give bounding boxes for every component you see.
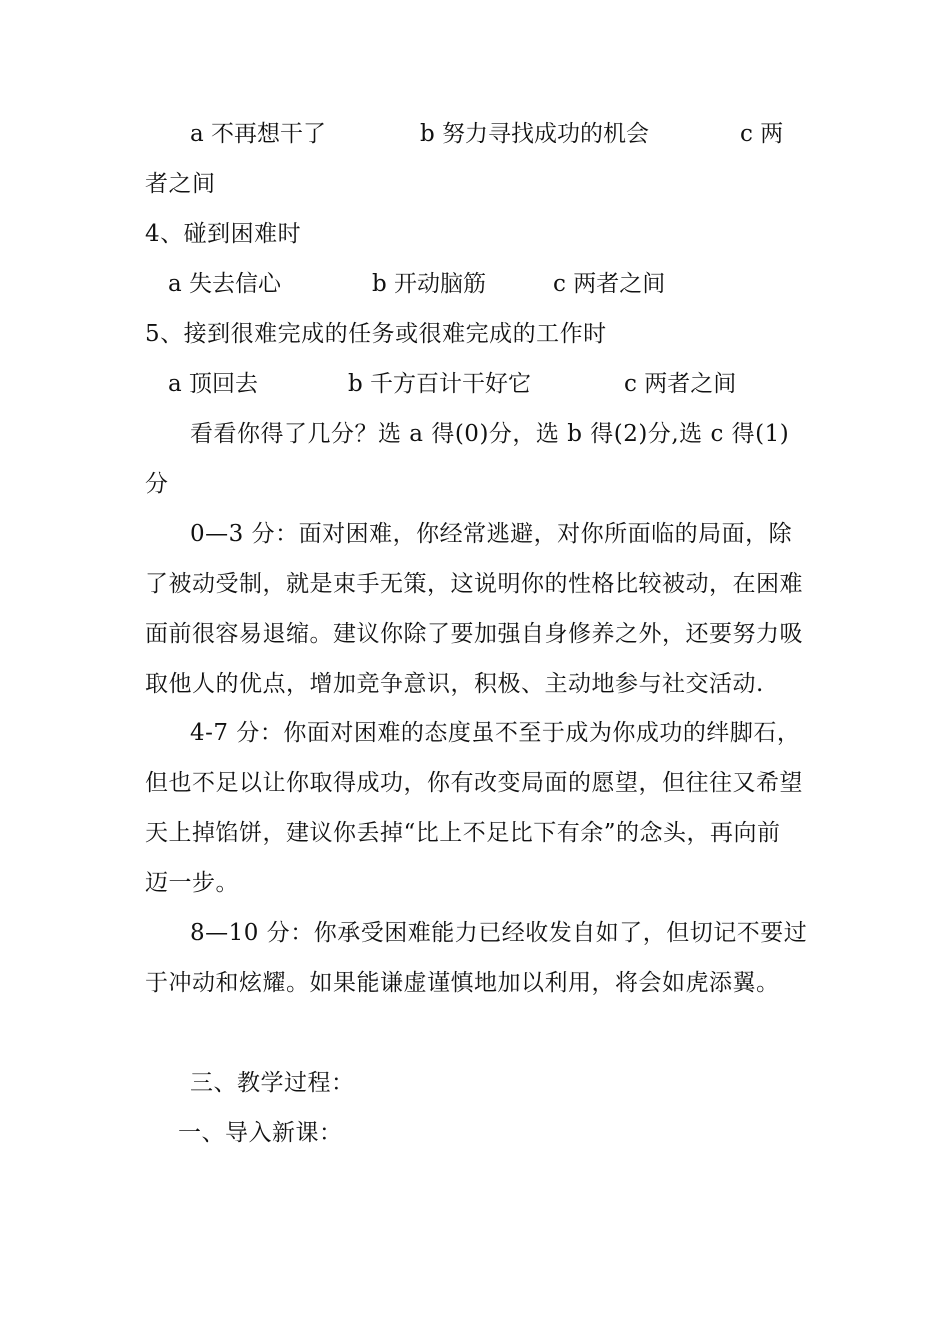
q3-option-c: c 两 — [740, 121, 784, 147]
result-0-3-line-3: 面前很容易退缩。建议你除了要加强自身修养之外，还要努力吸 — [145, 621, 803, 647]
section-heading-teaching-process: 三、教学过程： — [190, 1070, 355, 1096]
scoring-line-1: 看看你得了几分？选 a 得(0)分，选 b 得(2)分,选 c 得(1) — [190, 421, 790, 447]
q3-option-a: a 不再想干了 — [190, 121, 327, 147]
q4-title: 4、碰到困难时 — [145, 221, 302, 247]
q4-option-a: a 失去信心 — [168, 271, 282, 297]
scoring-line-2: 分 — [145, 471, 169, 497]
section-heading-intro: 一、导入新课： — [178, 1120, 343, 1146]
result-0-3-line-4: 取他人的优点，增加竞争意识，积极、主动地参与社交活动. — [145, 671, 764, 697]
result-4-7-line-2: 但也不足以让你取得成功，你有改变局面的愿望，但往往又希望 — [145, 770, 803, 796]
result-0-3-line-2: 了被动受制，就是束手无策，这说明你的性格比较被动，在困难 — [145, 571, 803, 597]
result-4-7-line-1: 4-7 分：你面对困难的态度虽不至于成为你成功的绊脚石， — [190, 720, 801, 746]
q5-title: 5、接到很难完成的任务或很难完成的工作时 — [145, 321, 607, 347]
result-8-10-line-1: 8—10 分：你承受困难能力已经收发自如了，但切记不要过 — [190, 920, 808, 946]
q5-option-b: b 千方百计干好它 — [348, 371, 532, 397]
result-4-7-line-4: 迈一步。 — [145, 870, 239, 896]
q3-option-b: b 努力寻找成功的机会 — [420, 121, 650, 147]
q5-option-a: a 顶回去 — [168, 371, 259, 397]
q4-option-b: b 开动脑筋 — [372, 271, 487, 297]
result-0-3-line-1: 0—3 分：面对困难，你经常逃避，对你所面临的局面，除 — [190, 521, 793, 547]
q4-option-c: c 两者之间 — [553, 271, 666, 297]
result-8-10-line-2: 于冲动和炫耀。如果能谦虚谨慎地加以利用，将会如虎添翼。 — [145, 970, 780, 996]
result-4-7-line-3: 天上掉馅饼，建议你丢掉“比上不足比下有余”的念头，再向前 — [145, 820, 781, 846]
q3-option-c-cont: 者之间 — [145, 171, 216, 197]
q5-option-c: c 两者之间 — [624, 371, 737, 397]
